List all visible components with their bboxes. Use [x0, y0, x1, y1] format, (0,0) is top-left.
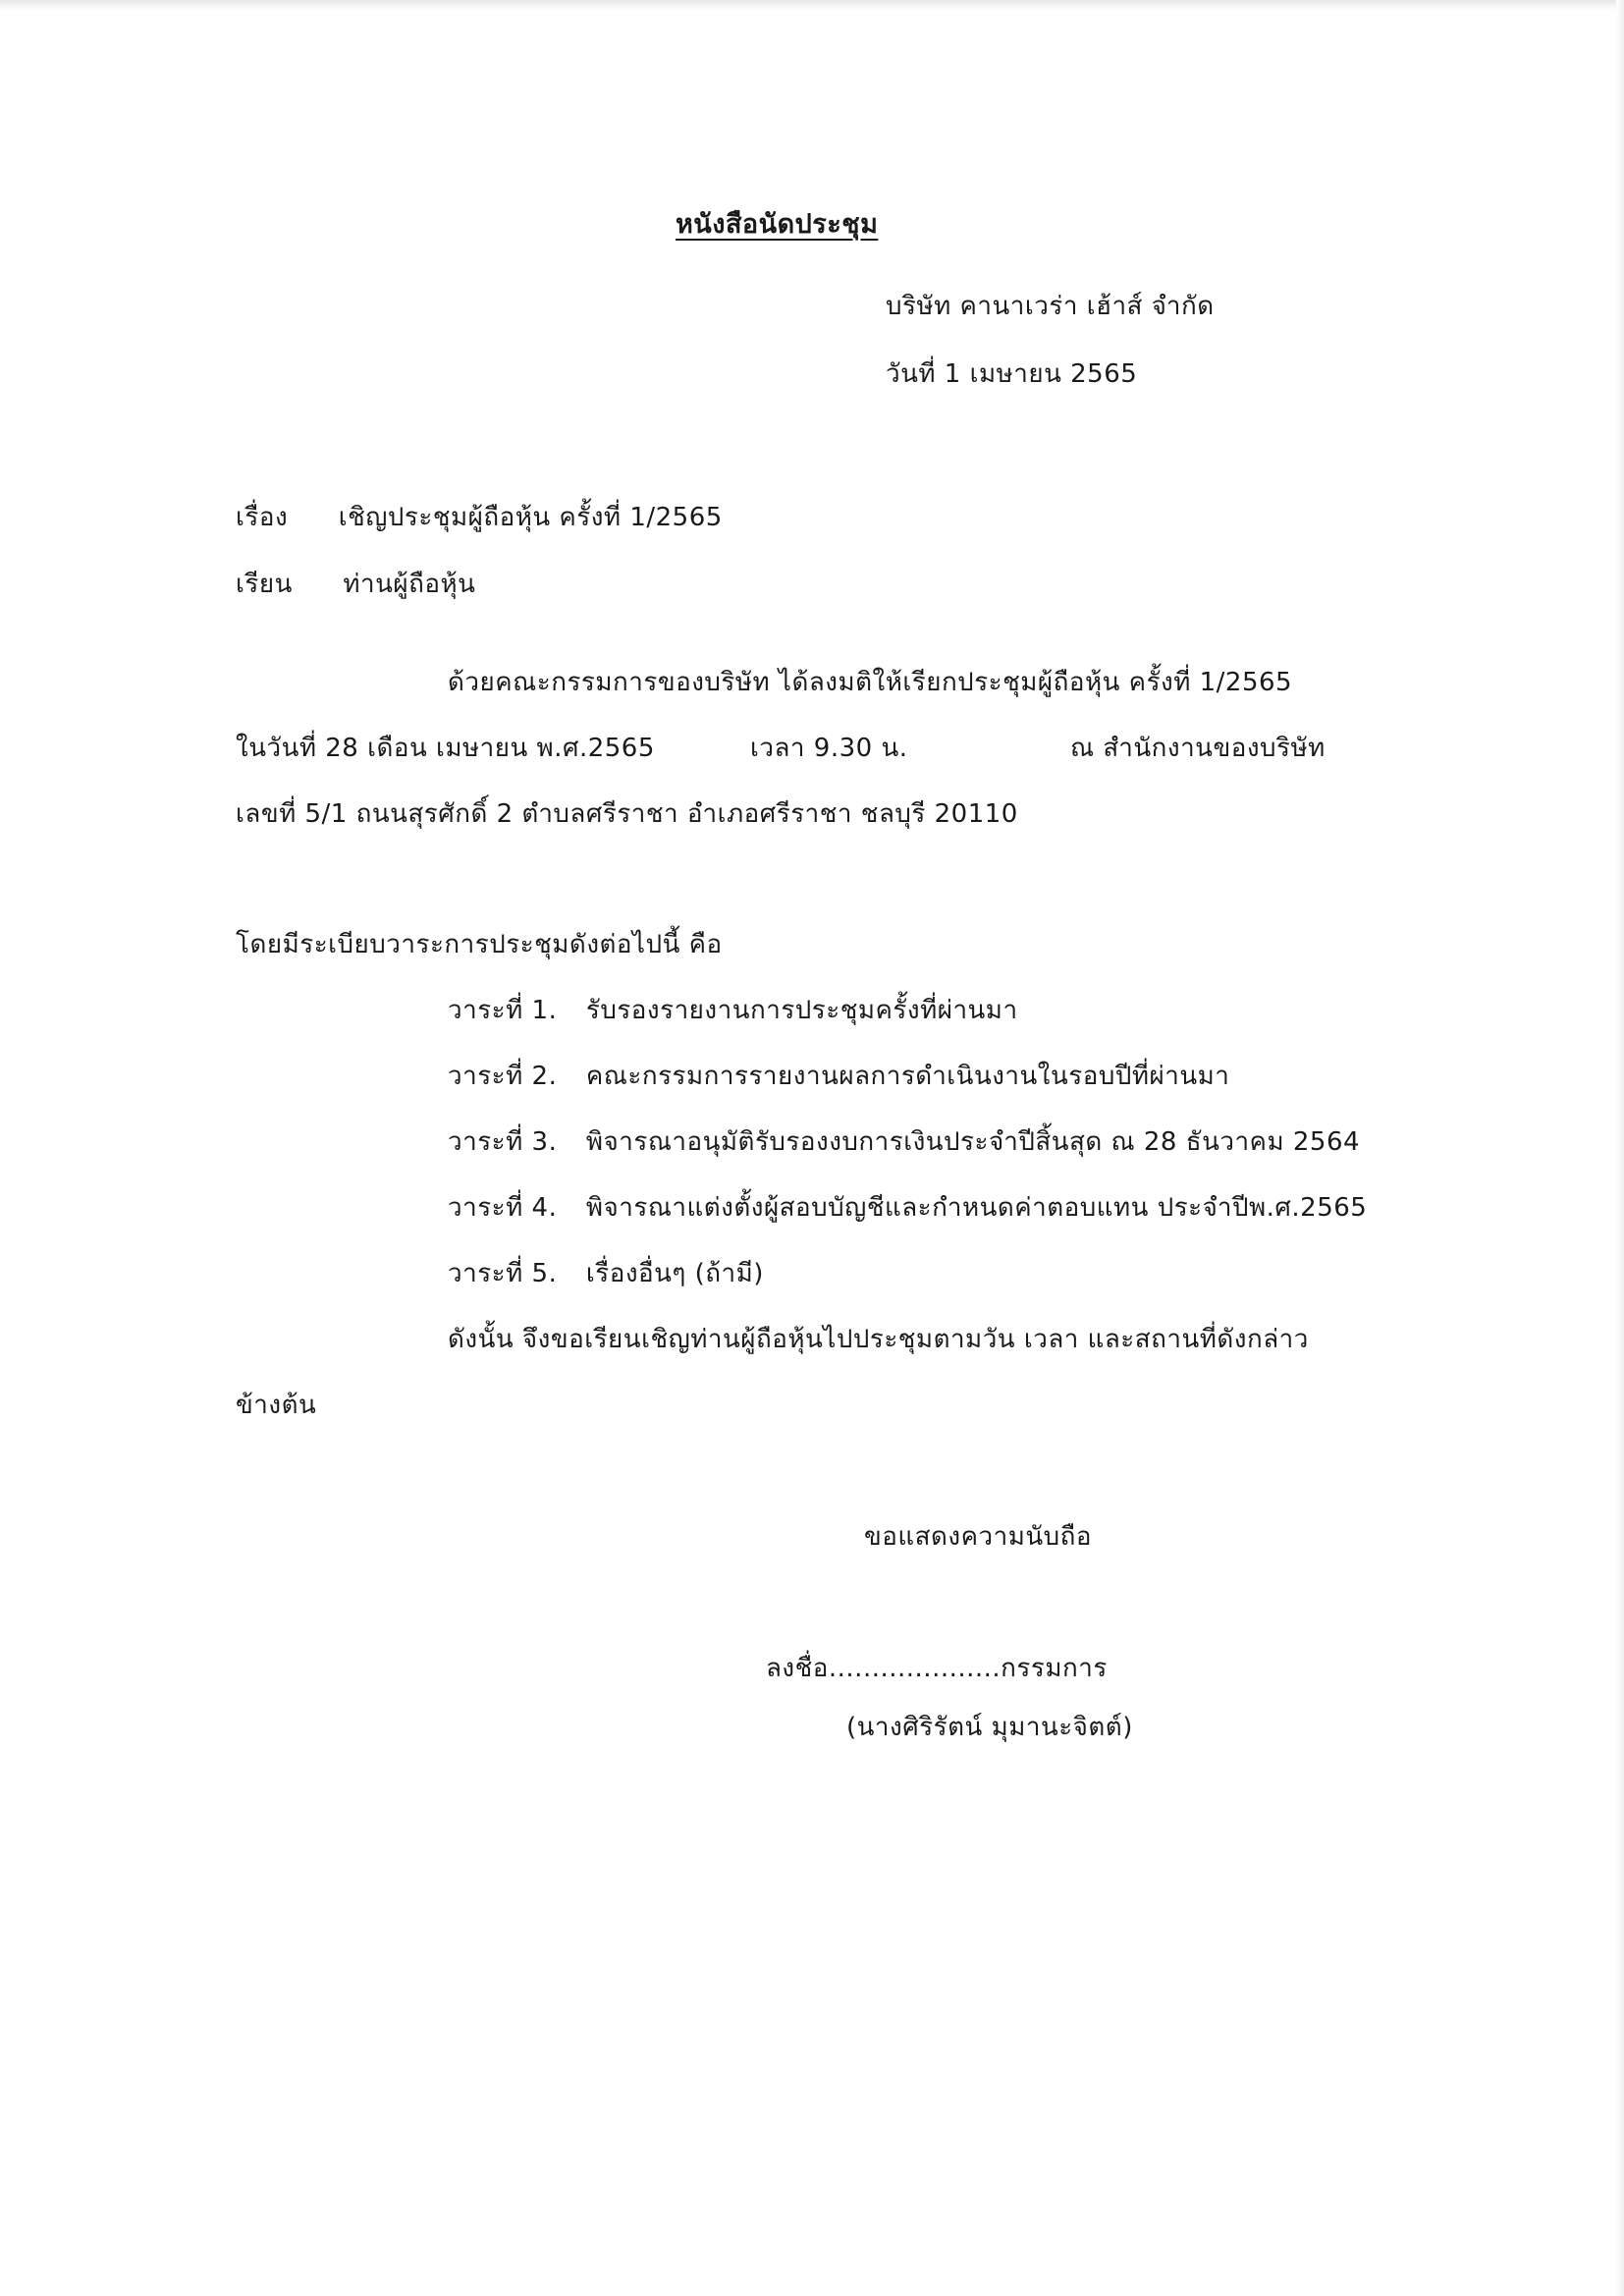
- to-label: เรียน: [236, 570, 293, 599]
- agenda-item-label: วาระที่ 1.: [448, 996, 558, 1025]
- document-date: วันที่ 1 เมษายน 2565: [886, 359, 1138, 389]
- meeting-time: เวลา 9.30 น.: [750, 734, 908, 763]
- agenda-item: [448, 1125, 1360, 1159]
- body-line-1: ด้วยคณะกรรมการของบริษัท ได้ลงมติให้เรียกประชุมผู้ถือหุ้น ครั้งที่ 1/2565: [448, 668, 1293, 697]
- agenda-item: [448, 1060, 1229, 1093]
- signer-name: (นางศิริรัตน์ มุมานะจิตต์): [846, 1713, 1133, 1742]
- agenda-item-label: วาระที่ 3.: [448, 1127, 558, 1157]
- closing-line-1: ดังนั้น จึงขอเรียนเชิญท่านผู้ถือหุ้นไปประชุมตามวัน เวลา และสถานที่ดังกล่าว: [448, 1325, 1309, 1354]
- body-line-2: [236, 732, 655, 765]
- agenda-item-label: วาระที่ 5.: [448, 1259, 558, 1288]
- agenda-item: [448, 1257, 764, 1290]
- agenda-item-text: พิจารณาแต่งตั้งผู้สอบบัญชีและกำหนดค่าตอบแทน ประจำปีพ.ศ.2565: [585, 1193, 1368, 1223]
- agenda-item-text: คณะกรรมการรายงานผลการดำเนินงานในรอบปีที่ผ่านมา: [585, 1062, 1230, 1091]
- agenda-item: [448, 994, 1018, 1027]
- scan-edge-top: [0, 0, 1624, 10]
- agenda-item: [448, 1191, 1367, 1225]
- company-name: บริษัท คานาเวร่า เฮ้าส์ จำกัด: [886, 292, 1215, 321]
- to-line: [236, 568, 475, 601]
- body-line-3: เลขที่ 5/1 ถนนสุรศักดิ์ 2 ตำบลศรีราชา อำเภอศรีราชา ชลบุรี 20110: [236, 799, 1018, 829]
- meeting-date: ในวันที่ 28 เดือน เมษายน พ.ศ.2565: [236, 734, 655, 763]
- agenda-item-text: เรื่องอื่นๆ (ถ้ามี): [585, 1259, 764, 1288]
- agenda-item-text: รับรองรายงานการประชุมครั้งที่ผ่านมา: [585, 996, 1018, 1025]
- subject-text: เชิญประชุมผู้ถือหุ้น ครั้งที่ 1/2565: [338, 503, 723, 532]
- agenda-item-text: พิจารณาอนุมัติรับรองงบการเงินประจำปีสิ้นสุด ณ 28 ธันวาคม 2564: [585, 1127, 1361, 1157]
- meeting-place: ณ สำนักงานของบริษัท: [1070, 734, 1326, 763]
- regards-text: ขอแสดงความนับถือ: [864, 1522, 1092, 1552]
- subject-line: [236, 501, 723, 534]
- scan-edge-right: [1616, 0, 1624, 2296]
- subject-label: เรื่อง: [236, 503, 289, 532]
- agenda-item-label: วาระที่ 2.: [448, 1062, 558, 1091]
- closing-line-2: ข้างต้น: [236, 1391, 317, 1420]
- signature-line: ลงชื่อ....................กรรมการ: [766, 1654, 1108, 1683]
- to-text: ท่านผู้ถือหุ้น: [343, 570, 476, 599]
- agenda-item-label: วาระที่ 4.: [448, 1193, 558, 1223]
- agenda-intro: โดยมีระเบียบวาระการประชุมดังต่อไปนี้ คือ: [236, 930, 723, 959]
- document-title: หนังสือนัดประชุม: [676, 209, 879, 240]
